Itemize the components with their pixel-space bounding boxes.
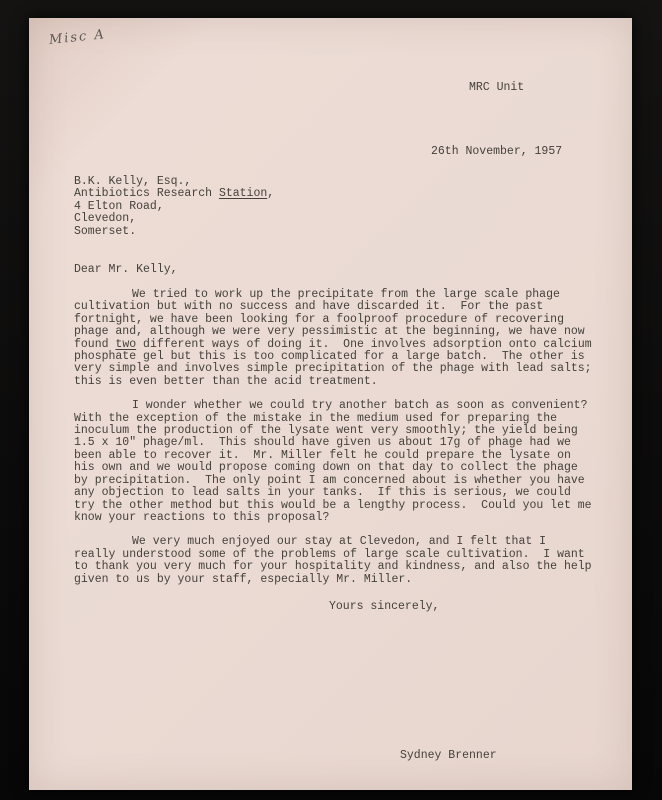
recipient-line: Clevedon,	[74, 212, 137, 226]
recipient-line: Somerset.	[74, 224, 137, 238]
signature-name: Sydney Brenner	[400, 749, 497, 762]
body-paragraph: We very much enjoyed our stay at Clevedon, and I felt that I really understood some of the problems of large scale cultivation. I want to thank you very much for your hospitality and kindness, and also the help given to us by your staff, especially Mr. Miller.	[74, 535, 599, 586]
letter-body	[74, 288, 599, 598]
salutation: Dear Mr. Kelly,	[74, 263, 178, 276]
recipient-line: B.K. Kelly, Esq.,	[74, 175, 192, 188]
body-paragraph: We tried to work up the precipitate from the large scale phage cultivation but with no success and have discarded it. For the past fortnight, we have been looking for a foolproof procedure of recovering phage and, although we were very pessimistic at the beginning, we have now found two different ways of doing it. One involves adsorption onto calcium phosphate gel but this is too complicated for a large batch. The other is very simple and involves simple precipitation of the phage with lead salts; this is even better than the acid treatment.	[74, 288, 599, 388]
recipient-line: Antibiotics Research Station,	[74, 187, 275, 201]
letter-paper	[29, 18, 632, 790]
date-line: 26th November, 1957	[431, 145, 563, 158]
recipient-block	[74, 176, 274, 238]
recipient-line: 4 Elton Road,	[74, 199, 164, 213]
body-paragraph: I wonder whether we could try another batch as soon as convenient? With the exception of the mistake in the medium used for preparing the inoculum the production of the lysate went very smoothly; the yield being 1.5 x 10" phage/ml. This should have given us about 17g of phage had we been able to recover it. Mr. Miller felt he could prepare the lysate on his own and we would propose coming down on that day to collect the phage by precipitation. The only point I am concerned about is whether you have any objection to lead salts in your tanks. If this is serious, we could try the other method but this would be a lengthy process. Could you let me know your reactions to this proposal?	[74, 399, 599, 524]
closing: Yours sincerely,	[329, 600, 440, 613]
letterhead: MRC Unit	[469, 81, 525, 94]
handwritten-annotation: Misc A	[48, 27, 107, 48]
